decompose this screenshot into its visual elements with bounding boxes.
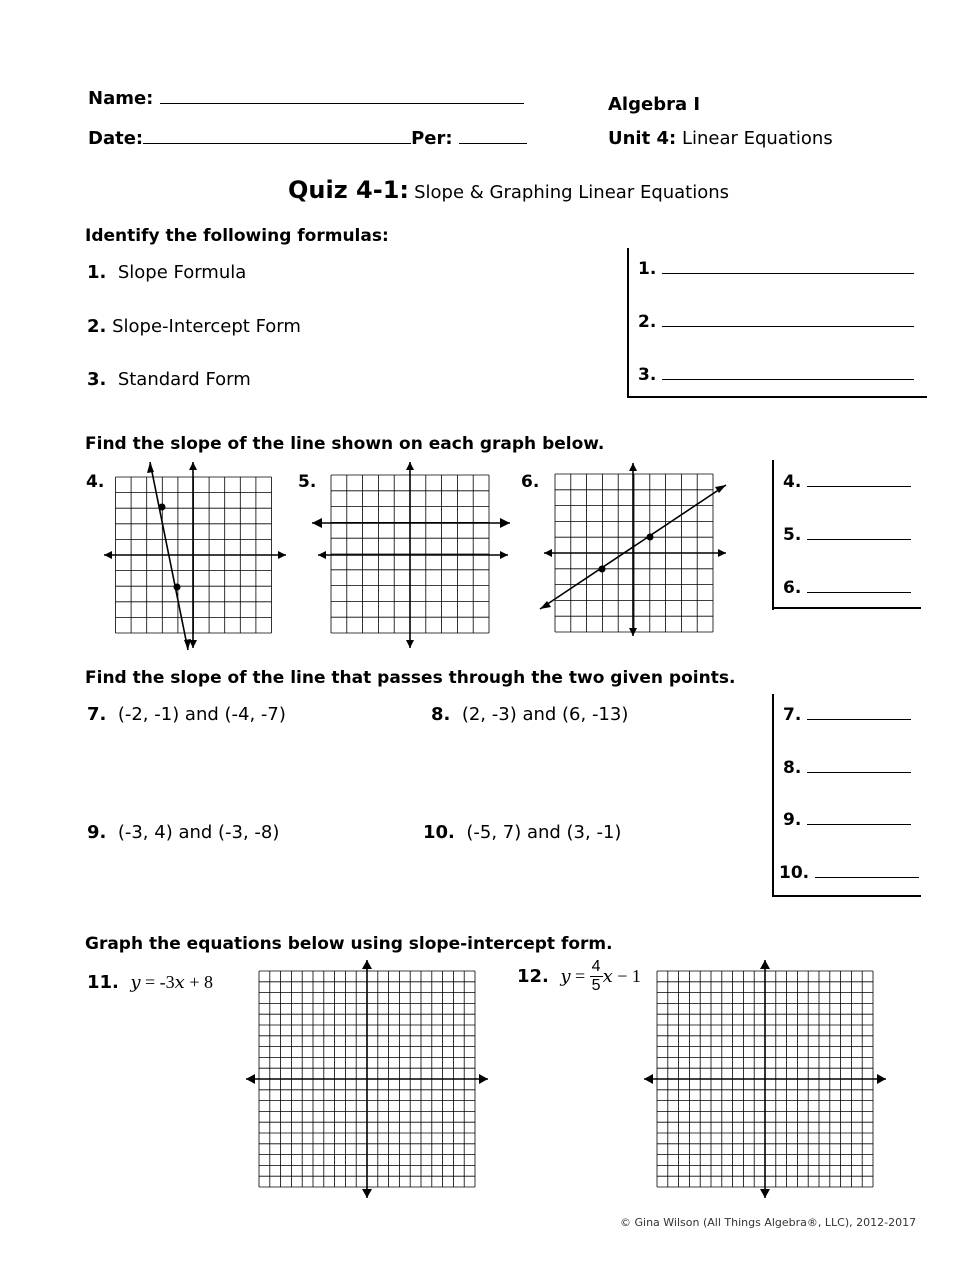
y-axis-arrow-up	[362, 960, 372, 969]
point	[647, 534, 654, 541]
line-arrow-left	[312, 518, 322, 528]
answer-label: 9.	[783, 810, 802, 830]
problem-text: (2, -3) and (6, -13)	[461, 704, 629, 725]
answer-label: 7.	[783, 705, 802, 725]
x-axis-arrow-right	[479, 1074, 488, 1084]
problem-number: 8.	[431, 704, 451, 725]
problem-text: (-3, 4) and (-3, -8)	[117, 822, 280, 843]
answer-box-2-border	[772, 460, 774, 610]
item-number: 1.	[87, 262, 107, 283]
x-axis-arrow-left	[544, 549, 552, 557]
unit-heading	[608, 128, 833, 149]
answer-label: 10.	[779, 863, 810, 883]
eq-part: = -3	[140, 972, 175, 992]
problem-9	[87, 822, 279, 843]
item-number: 2.	[87, 316, 107, 337]
date-field[interactable]	[88, 128, 527, 149]
problem-8	[431, 704, 628, 725]
x-axis-arrow-left	[246, 1074, 255, 1084]
item-number: 3.	[87, 369, 107, 390]
eq-part: − 1	[612, 966, 641, 986]
x-axis-arrow-left	[644, 1074, 653, 1084]
date-blank[interactable]	[143, 129, 411, 144]
answer-blank[interactable]	[807, 525, 911, 540]
var-y: y	[130, 972, 141, 993]
answer-blank[interactable]	[807, 705, 911, 720]
y-axis-arrow-up	[406, 462, 414, 470]
formula-item-1	[87, 262, 246, 283]
answer-box-3-border	[772, 694, 774, 897]
problem-text: (-2, -1) and (-4, -7)	[117, 704, 286, 725]
answer-8[interactable]	[783, 758, 911, 778]
problem-11	[87, 972, 213, 993]
x-axis-arrow-right	[718, 549, 726, 557]
answer-box-3-bottom	[772, 895, 921, 897]
answer-2[interactable]	[638, 312, 914, 332]
unit-label: Unit 4:	[608, 128, 677, 149]
x-axis-arrow-right	[500, 551, 508, 559]
problem-number: 11.	[87, 972, 119, 993]
graph-4	[100, 456, 290, 656]
graph-12[interactable]	[642, 958, 888, 1200]
problem-number: 12.	[517, 966, 549, 987]
point	[159, 504, 166, 511]
graph-5	[310, 456, 514, 656]
line-arrow-right	[500, 518, 510, 528]
answer-label: 3.	[638, 365, 657, 385]
copyright: © Gina Wilson (All Things Algebra®, LLC), 2012-2017	[620, 1216, 917, 1229]
answer-label: 8.	[783, 758, 802, 778]
quiz-subtitle: Slope & Graphing Linear Equations	[414, 182, 730, 203]
fraction-numerator: 4	[591, 958, 601, 975]
problem-12	[517, 958, 641, 995]
y-axis-arrow-down	[406, 640, 414, 648]
graph-line	[150, 462, 188, 650]
answer-blank[interactable]	[815, 863, 919, 878]
date-label: Date:	[88, 128, 144, 149]
fraction	[590, 958, 603, 995]
answer-label: 1.	[638, 259, 657, 279]
var-y: y	[560, 966, 571, 987]
graph-6	[540, 460, 730, 640]
answer-box-2-bottom	[772, 607, 921, 609]
answer-blank[interactable]	[807, 472, 911, 487]
answer-10[interactable]	[779, 863, 919, 883]
x-axis-arrow-right	[877, 1074, 886, 1084]
per-label: Per:	[411, 128, 453, 149]
answer-label: 5.	[783, 525, 802, 545]
var-x: x	[174, 972, 185, 993]
problem-number: 9.	[87, 822, 107, 843]
y-axis-arrow-up	[760, 960, 770, 969]
problem-7	[87, 704, 286, 725]
graph-6-label: 6.	[521, 472, 540, 492]
problem-number: 10.	[423, 822, 455, 843]
answer-blank[interactable]	[807, 758, 911, 773]
answer-blank[interactable]	[807, 578, 911, 593]
answer-label: 4.	[783, 472, 802, 492]
answer-blank[interactable]	[662, 259, 914, 274]
name-label: Name:	[88, 88, 154, 109]
answer-4[interactable]	[783, 472, 911, 492]
item-text: Slope Formula	[117, 262, 247, 283]
section3-instruction: Find the slope of the line that passes through the two given points.	[85, 668, 736, 688]
fraction-denominator: 5	[591, 977, 601, 994]
unit-title: Linear Equations	[681, 128, 833, 149]
name-field[interactable]	[88, 88, 524, 109]
formula-item-3	[87, 369, 251, 390]
point	[174, 584, 181, 591]
page-title	[288, 176, 729, 204]
eq-part: =	[570, 966, 590, 986]
answer-6[interactable]	[783, 578, 911, 598]
var-x: x	[602, 966, 613, 987]
item-text: Standard Form	[117, 369, 251, 390]
per-blank[interactable]	[459, 129, 527, 144]
section2-instruction: Find the slope of the line shown on each graph below.	[85, 434, 605, 454]
graph-4-label: 4.	[86, 472, 105, 492]
x-axis-arrow-left	[104, 551, 112, 559]
problem-number: 7.	[87, 704, 107, 725]
answer-box-1-border	[627, 248, 629, 398]
line-arrow-top	[147, 462, 154, 473]
line-arrow-bottom	[184, 639, 191, 650]
answer-1[interactable]	[638, 259, 914, 279]
name-blank[interactable]	[160, 89, 524, 104]
answer-box-1-bottom	[627, 396, 927, 398]
x-axis-arrow-left	[318, 551, 326, 559]
answer-7[interactable]	[783, 705, 911, 725]
problem-text: (-5, 7) and (3, -1)	[466, 822, 622, 843]
section1-instruction: Identify the following formulas:	[85, 226, 389, 246]
answer-label: 2.	[638, 312, 657, 332]
answer-3[interactable]	[638, 365, 914, 385]
answer-blank[interactable]	[807, 810, 911, 825]
section4-instruction: Graph the equations below using slope-intercept form.	[85, 934, 613, 954]
answer-blank[interactable]	[662, 312, 914, 327]
answer-9[interactable]	[783, 810, 911, 830]
answer-5[interactable]	[783, 525, 911, 545]
eq-part: + 8	[184, 972, 213, 992]
answer-label: 6.	[783, 578, 802, 598]
y-axis-arrow-up	[189, 462, 197, 470]
course-title: Algebra I	[608, 94, 701, 115]
formula-item-2	[87, 316, 301, 337]
answer-blank[interactable]	[662, 365, 914, 380]
point	[599, 566, 606, 573]
y-axis-arrow-down	[760, 1189, 770, 1198]
y-axis-arrow-down	[362, 1189, 372, 1198]
x-axis-arrow-right	[278, 551, 286, 559]
graph-11[interactable]	[244, 958, 490, 1200]
item-text: Slope-Intercept Form	[112, 316, 301, 337]
graph-5-label: 5.	[298, 472, 317, 492]
problem-10	[423, 822, 621, 843]
quiz-label: Quiz 4-1:	[288, 176, 409, 204]
y-axis-arrow-up	[629, 463, 637, 471]
